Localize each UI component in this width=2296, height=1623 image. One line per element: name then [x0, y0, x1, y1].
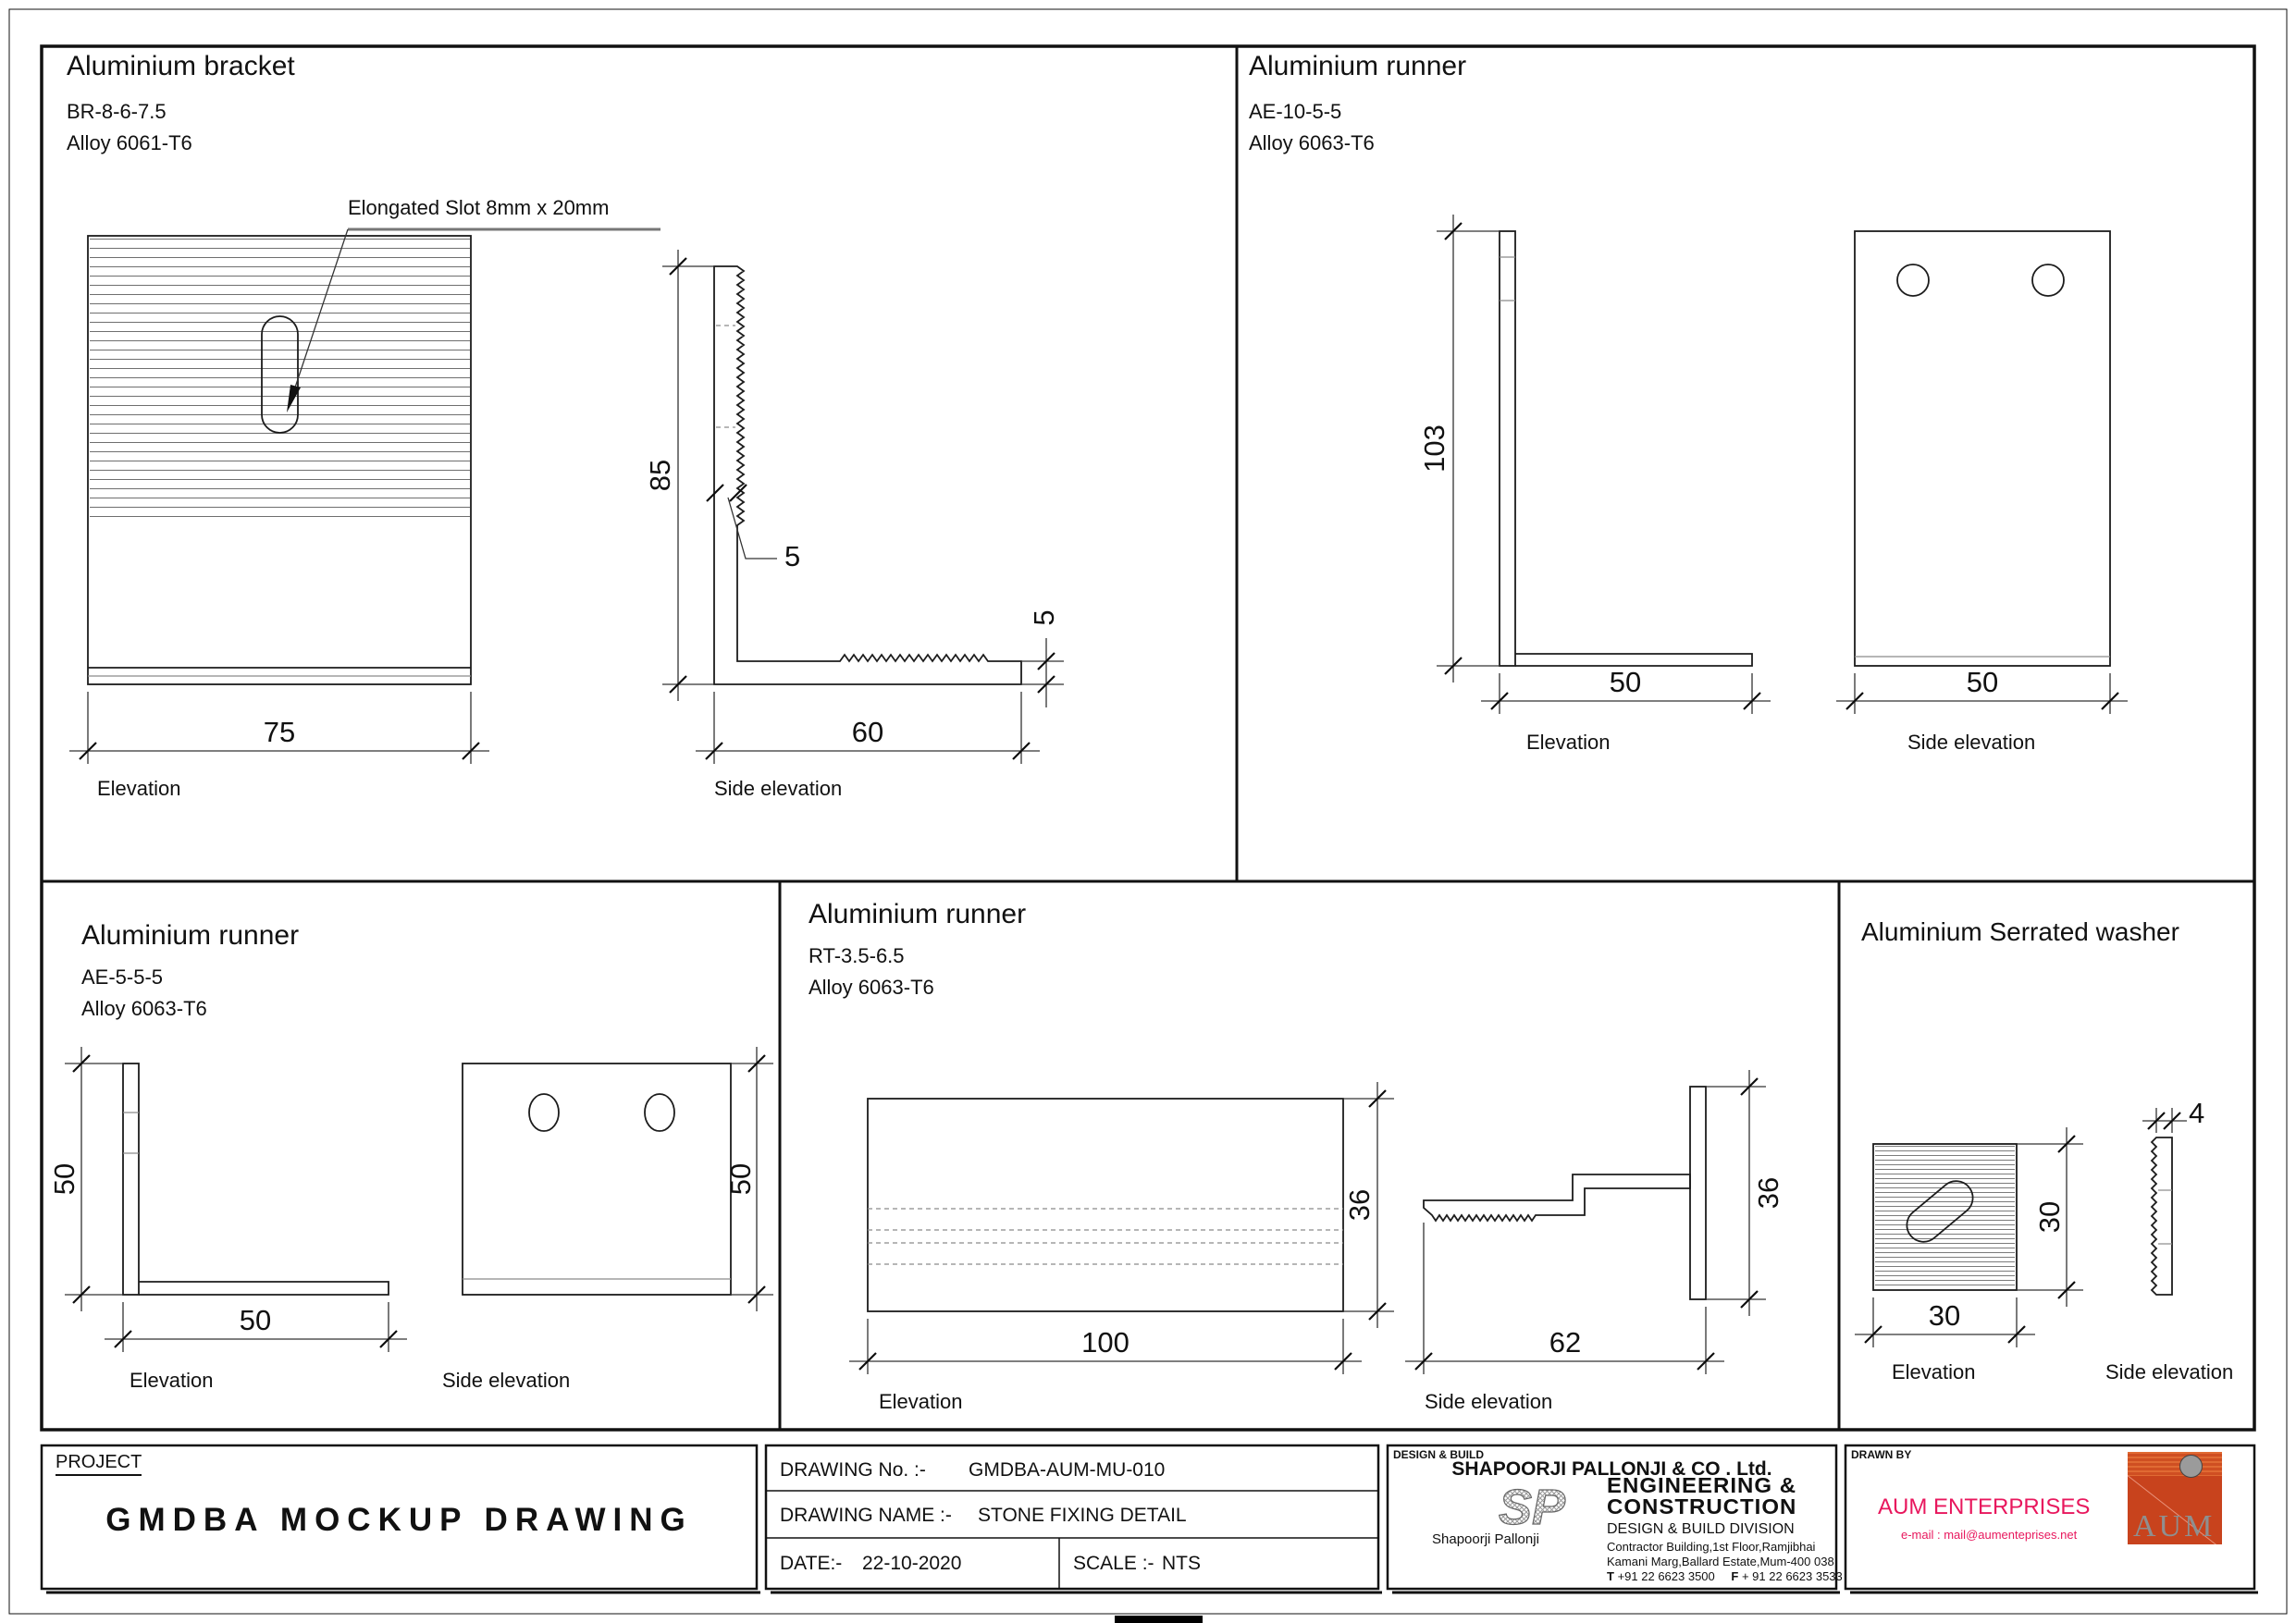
- runner-ae10-dim-width: 50: [1609, 666, 1642, 698]
- bracket-elevation-label: Elevation: [97, 777, 181, 800]
- washer-side-elevation-drawing: [2142, 1108, 2187, 1295]
- project-name: GMDBA MOCKUP DRAWING: [105, 1502, 693, 1538]
- runner-ae10-side-elevation-drawing: [1836, 231, 2128, 714]
- drawn-by-company: AUM ENTERPRISES: [1878, 1494, 2091, 1519]
- bracket-dim-flange-thickness: 5: [784, 540, 801, 572]
- aum-logo-band: [2128, 1452, 2222, 1476]
- runner-ae5-dim-height: 50: [48, 1162, 80, 1196]
- runner-ae10-dim-height: 103: [1418, 424, 1450, 473]
- runner-ae10-alloy: Alloy 6063-T6: [1249, 131, 1375, 154]
- washer-dim-width: 30: [1928, 1299, 1961, 1332]
- runner-rt-dim-side-length: 62: [1549, 1326, 1582, 1359]
- aum-logo-text: AUM: [2133, 1509, 2216, 1543]
- runner-ae10-dim-side-width: 50: [1966, 666, 1999, 698]
- runner-rt-elevation-label: Elevation: [879, 1390, 963, 1413]
- bracket-dim-height: 85: [644, 459, 676, 492]
- bracket-dim-width: 75: [263, 716, 296, 748]
- runner-ae10-elevation-drawing: [1437, 215, 1771, 714]
- bracket-dim-base-thickness: 5: [1028, 609, 1060, 626]
- bracket-title: Aluminium bracket: [67, 51, 295, 81]
- bracket-elevation-drawing: [69, 229, 660, 764]
- runner-ae5-title: Aluminium runner: [81, 920, 300, 951]
- runner-rt-title: Aluminium runner: [809, 899, 1027, 929]
- project-label: PROJECT: [56, 1452, 142, 1476]
- phone-f-label: F: [1731, 1569, 1739, 1583]
- washer-title: Aluminium Serrated washer: [1861, 917, 2179, 946]
- bracket-alloy: Alloy 6061-T6: [67, 131, 192, 154]
- shapoorji-pallonji-logo: [1499, 1480, 1566, 1535]
- runner-ae10-elevation-label: Elevation: [1526, 731, 1611, 754]
- washer-side-elevation-label: Side elevation: [2105, 1360, 2234, 1383]
- runner-rt-alloy: Alloy 6063-T6: [809, 976, 934, 999]
- drawing-no-value: GMDBA-AUM-MU-010: [969, 1459, 1166, 1481]
- bracket-dim-depth: 60: [851, 716, 884, 748]
- date-value: 22-10-2020: [862, 1553, 962, 1574]
- company-name: SHAPOORJI PALLONJI & CO . Ltd.: [1451, 1458, 1772, 1480]
- washer-dim-height: 30: [2033, 1200, 2066, 1234]
- runner-rt-code: RT-3.5-6.5: [809, 944, 905, 967]
- runner-ae10-code: AE-10-5-5: [1249, 100, 1342, 123]
- washer-elevation-label: Elevation: [1892, 1360, 1976, 1383]
- runner-rt-dim-length: 100: [1081, 1326, 1129, 1359]
- company-address-line2: Kamani Marg,Ballard Estate,Mum-400 038: [1607, 1555, 1834, 1568]
- drawn-by-email: e-mail : mail@aumenteprises.net: [1901, 1528, 2078, 1542]
- division-sub: DESIGN & BUILD DIVISION: [1607, 1521, 1795, 1537]
- scale-value: NTS: [1162, 1553, 1201, 1574]
- washer-dim-thickness: 4: [2189, 1097, 2205, 1129]
- runner-ae5-elevation-label: Elevation: [130, 1369, 214, 1392]
- bracket-side-elevation-label: Side elevation: [714, 777, 843, 800]
- runner-rt-side-elevation-drawing: [1405, 1070, 1766, 1374]
- phone-t-value: +91 22 6623 3500: [1617, 1569, 1715, 1583]
- design-build-label: DESIGN & BUILD: [1393, 1448, 1485, 1461]
- bracket-side-elevation-drawing: [662, 250, 1064, 764]
- aum-logo-circle: [2179, 1455, 2203, 1478]
- runner-rt-side-elevation-label: Side elevation: [1425, 1390, 1553, 1413]
- company-phone: [1607, 1569, 1843, 1583]
- phone-f-value: + 91 22 6623 3533: [1741, 1569, 1843, 1583]
- scale-label: SCALE :-: [1073, 1553, 1154, 1574]
- company-address-line1: Contractor Building,1st Floor,Ramjibhai: [1607, 1540, 1816, 1554]
- svg-text:SP: SP: [1498, 1480, 1566, 1535]
- runner-ae5-dim-side-height: 50: [724, 1162, 757, 1196]
- runner-ae5-elevation-drawing: [65, 1047, 407, 1352]
- runner-ae5-alloy: Alloy 6063-T6: [81, 997, 207, 1020]
- drawing-no-label: DRAWING No. :-: [780, 1459, 926, 1481]
- bracket-code: BR-8-6-7.5: [67, 100, 167, 123]
- runner-ae5-code: AE-5-5-5: [81, 965, 164, 989]
- runner-ae5-side-elevation-label: Side elevation: [442, 1369, 571, 1392]
- drawing-name-value: STONE FIXING DETAIL: [978, 1505, 1187, 1526]
- division-line2: CONSTRUCTION: [1607, 1495, 1797, 1519]
- drawn-by-label: DRAWN BY: [1851, 1448, 1912, 1461]
- drawing-name-label: DRAWING NAME :-: [780, 1505, 952, 1526]
- division-line1: ENGINEERING &: [1607, 1474, 1797, 1498]
- runner-rt-dim-height: 36: [1343, 1188, 1376, 1222]
- date-label: DATE:-: [780, 1553, 843, 1574]
- phone-t-label: T: [1607, 1569, 1614, 1583]
- washer-elevation-drawing: [1855, 1127, 2083, 1347]
- company-logo-caption: Shapoorji Pallonji: [1432, 1531, 1539, 1547]
- runner-ae5-dim-width: 50: [239, 1304, 272, 1336]
- runner-rt-dim-side-height: 36: [1752, 1176, 1784, 1210]
- runner-ae10-side-elevation-label: Side elevation: [1907, 731, 2036, 754]
- runner-ae10-title: Aluminium runner: [1249, 51, 1467, 81]
- bracket-slot-annotation: Elongated Slot 8mm x 20mm: [348, 196, 610, 219]
- aum-logo: [2128, 1452, 2222, 1544]
- sheet-crop-mark: [1115, 1616, 1203, 1623]
